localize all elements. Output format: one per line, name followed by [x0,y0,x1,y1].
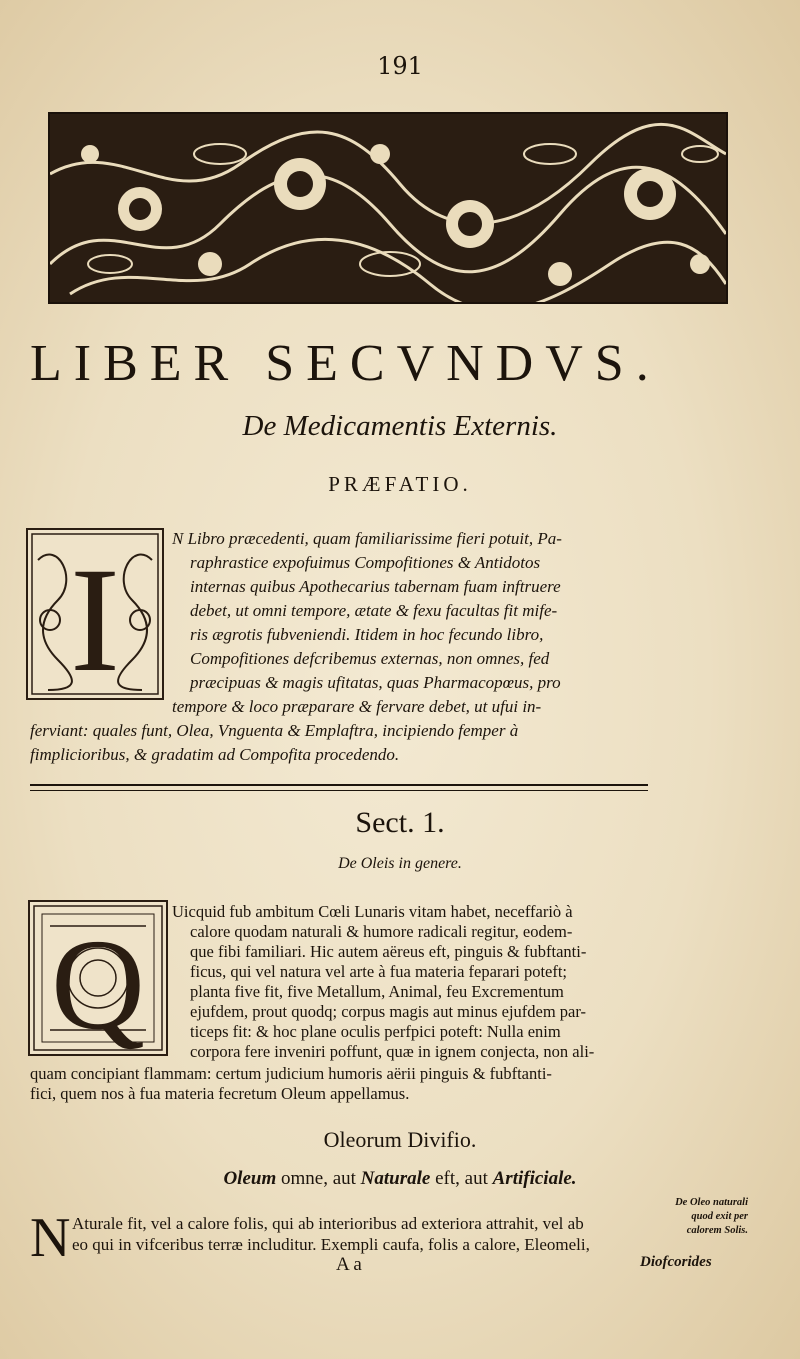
margin-note-line: quod exit per [691,1211,748,1222]
page-number: 191 [377,52,423,80]
book-subtitle: De Medicamentis Externis. [242,410,558,442]
naturale-word: Naturale [360,1168,431,1189]
drop-initial-n: N [30,1207,71,1269]
body-line: ejufdem, prout quodq; corpus magis aut minus ejufdem par- [190,1002,587,1021]
praefatio-line: raphrastice expofuimus Compofitiones & Antidotos [190,553,541,572]
final-line: eo qui in vifceribus terræ includitur. Exempli caufa, folis a calore, Eleomeli, [72,1235,590,1254]
final-line: Aturale fit, vel a calore folis, qui ab interioribus ad exteriora attrahit, vel ab [72,1214,584,1233]
oleum-division-line [0,1168,800,1190]
body-line: fici, quem nos à fua materia fecretum Oleum appellamus. [30,1084,410,1103]
floral-ornament-graphic [50,114,726,302]
body-line: Uicquid fub ambitum Cœli Lunaris vitam habet, neceffariò à [172,902,573,921]
body-line: corpora fere inveniri poffunt, quæ in ignem conjecta, non ali- [190,1042,595,1061]
signature-mark: A a [336,1254,362,1275]
ornamental-headpiece [48,112,728,304]
praefatio-line: Compofitiones defcribemus externas, non omnes, fed [190,649,550,668]
margin-note-line: De Oleo naturali [675,1197,748,1208]
margin-note-line: calorem Solis. [686,1225,748,1236]
section-divider-rule [30,784,648,791]
artificiale-word: Artificiale. [492,1168,577,1189]
svg-text:I: I [70,537,120,698]
praefatio-line: internas quibus Apothecarius tabernam fuam inftruere [190,577,561,596]
section-subheading: De Oleis in genere. [338,855,462,872]
oleum-word: Oleum [223,1168,277,1189]
book-title: LIBER SECVNDVS. [30,335,661,392]
praefatio-line: fimplicioribus, & gradatim ad Compofita procedendo. [30,745,400,764]
body-line: planta five fit, five Metallum, Animal, feu Excrementum [190,982,564,1001]
praefatio-line: tempore & loco præparare & fervare debet, ut ufui in- [172,697,542,716]
praefatio-line: præcipuas & magis ufitatas, quas Pharmacopœus, pro [190,673,561,692]
oleum-text: eft, aut [430,1168,493,1189]
praefatio-line: ris ægrotis fubveniendi. Itidem in hoc fecundo libro, [190,625,544,644]
praefatio-line: ferviant: quales funt, Olea, Vnguenta & Emplaftra, incipiendo femper à [30,721,519,740]
body-line: ticeps fit: & hoc plane oculis perfpici poteft: Nulla enim [190,1022,561,1041]
margin-note [636,1196,748,1238]
body-line: calore quodam naturali & humore radicali regitur, eodem- [190,922,573,941]
section-heading: Sect. 1. [355,806,445,839]
body-line: quam concipiant flammam: certum judicium humoris aërii pinguis & fubftanti- [30,1064,552,1083]
divisio-heading: Oleorum Divifio. [323,1127,477,1152]
praefatio-line: N Libro præcedenti, quam familiarissime fieri potuit, Pa- [172,529,562,548]
decorated-initial-q [28,900,168,1056]
body-line: ficus, qui vel natura vel arte à fua materia feparari poteft; [190,962,568,981]
svg-text:Q: Q [51,913,145,1054]
catchword: Diofcorides [640,1254,712,1270]
body-line: que fibi familiari. Hic autem aëreus eft, pinguis & fubftanti- [190,942,587,961]
praefatio-heading: PRÆFATIO. [328,472,472,496]
decorated-initial-i [26,528,164,700]
oleum-text: omne, aut [276,1168,361,1189]
praefatio-line: debet, ut omni tempore, ætate & fexu facultas fit mife- [190,601,558,620]
